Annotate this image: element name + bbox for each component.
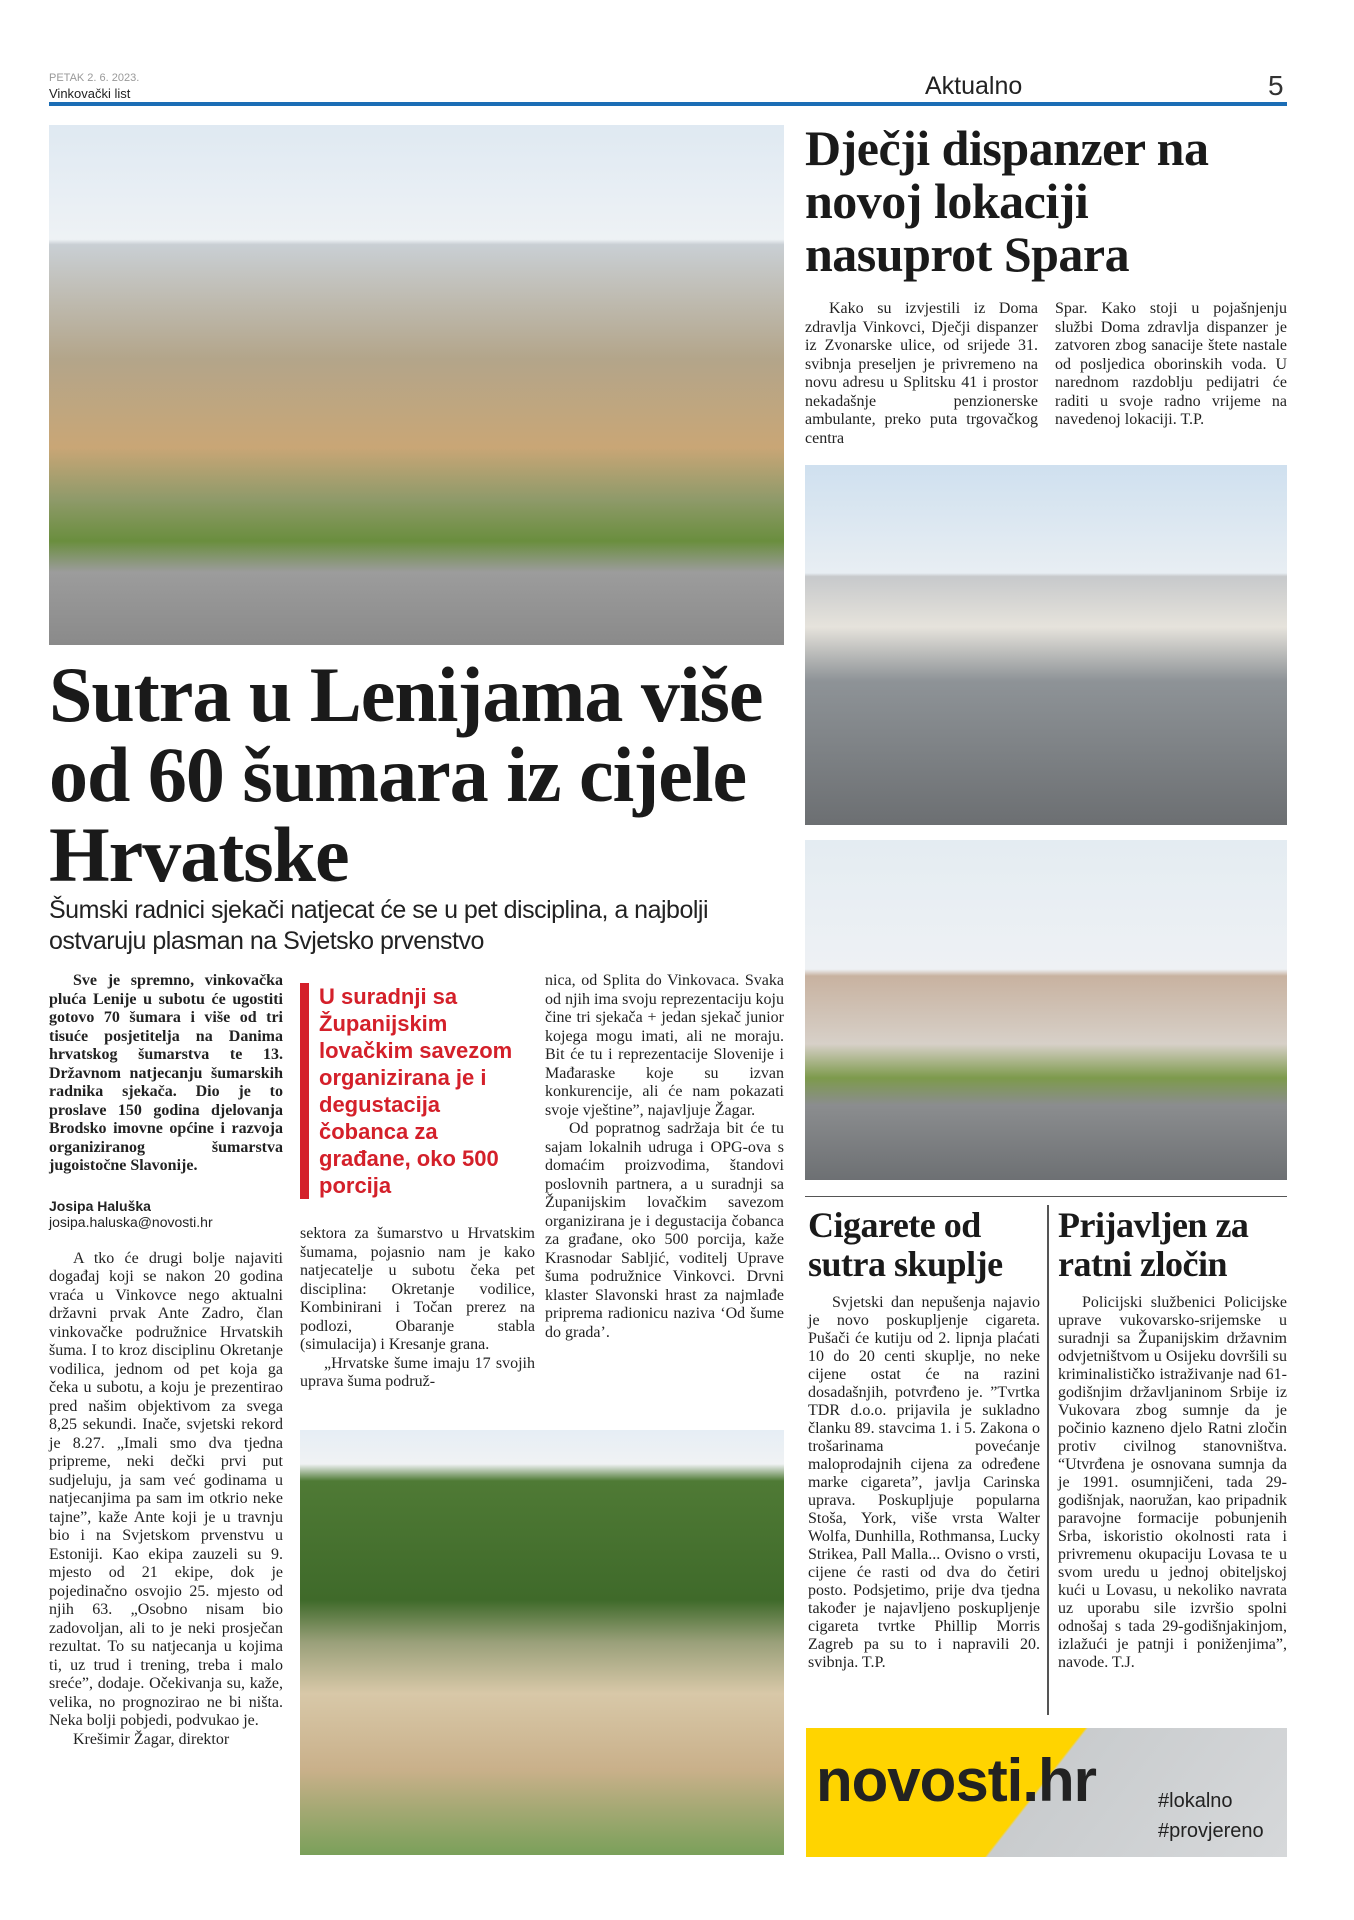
publication-name: Vinkovački list bbox=[49, 86, 131, 101]
ad-tag-provjereno: #provjereno bbox=[1158, 1820, 1264, 1842]
photo-competitors-training bbox=[300, 1430, 784, 1855]
dispanzer-column-2 bbox=[1055, 300, 1287, 430]
body-paragraph: Od popratnog sadržaja bit će tu sajam lokalnih udruga i OPG-ova s domaćim proizvodima, štandovi poslovnih partnera, a u suradnji sa Županijskim lovačkim savezom organizirana je i degustacija čobanca za građane, oko 500 porcija, kaže Krasnodar Sabljić, voditelj Uprave šuma podružnice Vinkovci. Drvni klaster Slavonski hrast za najmlađe priprema radionicu naziva ‘Od šume do grada’. bbox=[545, 1120, 784, 1341]
dispanzer-headline: Dječji dispanzer na novoj lokaciji nasuprot Spara bbox=[805, 120, 1209, 282]
dispanzer-column-1 bbox=[805, 300, 1038, 448]
body-paragraph: A tko će drugi bolje najaviti događaj koji se nakon 20 godina vraća u Vinkovce nego aktualni državni prvak Ante Zadro, član vinkovačke podružnice Hrvatskih šuma. I to kroz disciplinu Okretanje vodilica, jednom od pet koja ga čeka u subotu, a koju je prezentirao pred našim objektivom za svega 8,25 sekundi. Inače, svjetski rekord je 8.27. „Imali smo dva tjedna pripreme, neki dečki prvi put sudjeluju, ja sam već godinama u natjecanjima pa sam im otkrio neke tajne”, kaže Ante koji je u travnju bio i na Svjetskom prvenstvu u Estoniji. Kao ekipa zauzeli su 9. mjesto od 21 ekipe, dok je pojedinačno osvojio 25. mjesto od njih 63. „Osobno nisam bio zadovoljan, ali to je neki prosječan rezultat. To su natjecanja u kojima ti, uz trud i trening, treba i malo sreće”, dodaje. Očekivanja su, kaže, velika, no prognozirao ne bi ništa. Neka bolji pobjedi, podvukao je. bbox=[49, 1249, 283, 1729]
zlocin-article bbox=[1058, 1206, 1287, 1672]
body-paragraph: Svjetski dan nepušenja najavio je novo poskupljenje cigareta. Pušači će kutiju od 2. lipnja plaćati 10 do 20 centi skuplje, no neke cijene ostat će na razini dosadašnjih, potvrđeno je. ”Tvrtka TDR d.o.o. prijavila je sukladno članku 89. stavcima 1. i 5. Zakona o trošarinama povećanje maloprodajnih cijena za određene marke cigareta”, javlja Carinska uprava. Poskupljuje popularna Stoša, York, više vrsta Walter Wolfa, Dunhilla, Rothmansa, Lucky Strikea, Pall Malla... Ovisno o vrsti, cijene će rasti od dva do četiri posto. Podsjetimo, prije dva tjedna također je najavljeno poskupljenje cigareta tvrtke Phillip Morris Zagreb pa su to i napravili 20. svibnja. T.P. bbox=[808, 1294, 1040, 1671]
main-subheadline: Šumski radnici sjekači natjecat će se u pet disciplina, a najbolji ostvaruju plasman na Svjetsko prvenstvo bbox=[49, 896, 709, 955]
page-number: 5 bbox=[1268, 70, 1284, 101]
main-column-1 bbox=[49, 972, 283, 1749]
body-paragraph: Kako su izvjestili iz Doma zdravlja Vinkovci, Dječji dispanzer iz Zvonarske ulice, od srijede 31. svibnja preseljen je privremeno na novu adresu u Splitsku 41 i prostor nekadašnje penzionerske ambulante, preko puta trgovačkog centra bbox=[805, 300, 1038, 447]
photo-forestry-competition-grounds bbox=[49, 125, 784, 645]
issue-date: PETAK 2. 6. 2023. bbox=[49, 72, 140, 84]
article-lead: Sve je spremno, vinkovačka pluća Lenije u subotu će ugostiti gotovo 70 šumara i više od tri tisuće posjetitelja na Danima hrvatskog šumarstva te 13. Državnom natjecanju šumarskih radnika sjekača. Dio je to proslave 150 godina djelovanja Brodsko imovne općine i razvoja organiziranog šumarstva jugoistočne Slavonije. bbox=[49, 972, 283, 1174]
cigarete-headline: Cigarete od sutra skuplje bbox=[808, 1205, 1003, 1284]
section-title: Aktualno bbox=[925, 72, 1023, 100]
body-paragraph: Policijski službenici Policijske uprave vukovarsko-srijemske u suradnji sa Županijskim državnim odvjetništvom u Osijeku dovršili su kriminalističko istraživanje nad 61-godišnjim državljaninom Srbije iz Vukovara zbog sumnje da je počinio kazneno djelo Ratni zločin protiv civilnog stanovništva. “Utvrđena je osnovana sumnja da je 1991. osumnjičeni, tada 29-godišnjak, naoružan, kao pripadnik paravojne formacije pobunjenih Srba, iskoristio okolnosti rata i privremenu okupaciju Lovasa te u svom uredu u jednoj obiteljskoj kući u Lovasu, u nekoliko navrata uz uporabu sile izvršio spolni odnošaj s tada 29-godišnjakinjom, izlažući je patnji i poniženjima”, navode. T.J. bbox=[1058, 1294, 1287, 1671]
section-divider bbox=[805, 1196, 1287, 1197]
column-divider bbox=[1047, 1205, 1049, 1715]
body-paragraph: Krešimir Žagar, direktor bbox=[73, 1730, 230, 1748]
author-email[interactable]: josipa.haluska@novosti.hr bbox=[49, 1213, 213, 1230]
photo-health-center-building bbox=[805, 465, 1287, 825]
cigarete-article bbox=[808, 1206, 1040, 1672]
body-paragraph: sektora za šumarstvo u Hrvatskim šumama, pojasnio nam je kako natjecatelje u subotu čeka pet disciplina: Okretanje vodilice, Kombinirani i Točan prerez na podlozi, Obaranje stabla (simulacija) i Kresanje grana. bbox=[300, 1225, 535, 1353]
main-column-3 bbox=[545, 972, 784, 1342]
main-column-2 bbox=[300, 1225, 535, 1392]
pull-quote: U suradnji sa Županijskim lovačkim savezom organizirana je i degustacija čobanca za građane, oko 500 porcija bbox=[300, 983, 535, 1199]
author-name: Josipa Haluška bbox=[49, 1197, 151, 1214]
body-paragraph: Spar. Kako stoji u pojašnjenju službi Doma zdravlja dispanzer je zatvoren zbog sanacije štete nastale od posljedica oborinskih voda. U narednom razdoblju pedijatri će raditi u svoje radno vrijeme na navedenoj lokaciji. T.P. bbox=[1055, 300, 1287, 428]
body-paragraph: „Hrvatske šume imaju 17 svojih uprava šuma podruž- bbox=[300, 1354, 535, 1390]
ad-tag-lokalno: #lokalno bbox=[1158, 1790, 1233, 1812]
novosti-logo: novosti.hr bbox=[816, 1747, 1097, 1814]
zlocin-headline: Prijavljen za ratni zločin bbox=[1058, 1205, 1249, 1284]
main-headline: Sutra u Lenijama više od 60 šumara iz cijele Hrvatske bbox=[49, 651, 763, 898]
novosti-advertisement[interactable] bbox=[806, 1728, 1287, 1857]
photo-street-building bbox=[805, 840, 1287, 1180]
body-paragraph: nica, od Splita do Vinkovaca. Svaka od njih ima svoju reprezentaciju koju čine tri sjekača + jedan sjekač junior kojega mogu imati, ali ne moraju. Bit će tu i reprezentacije Slovenije i Mađaraske koje su izvan konkurencije, ali će nam pokazati svoje vještine”, najavljuje Žagar. bbox=[545, 972, 784, 1119]
header-rule bbox=[49, 102, 1287, 106]
